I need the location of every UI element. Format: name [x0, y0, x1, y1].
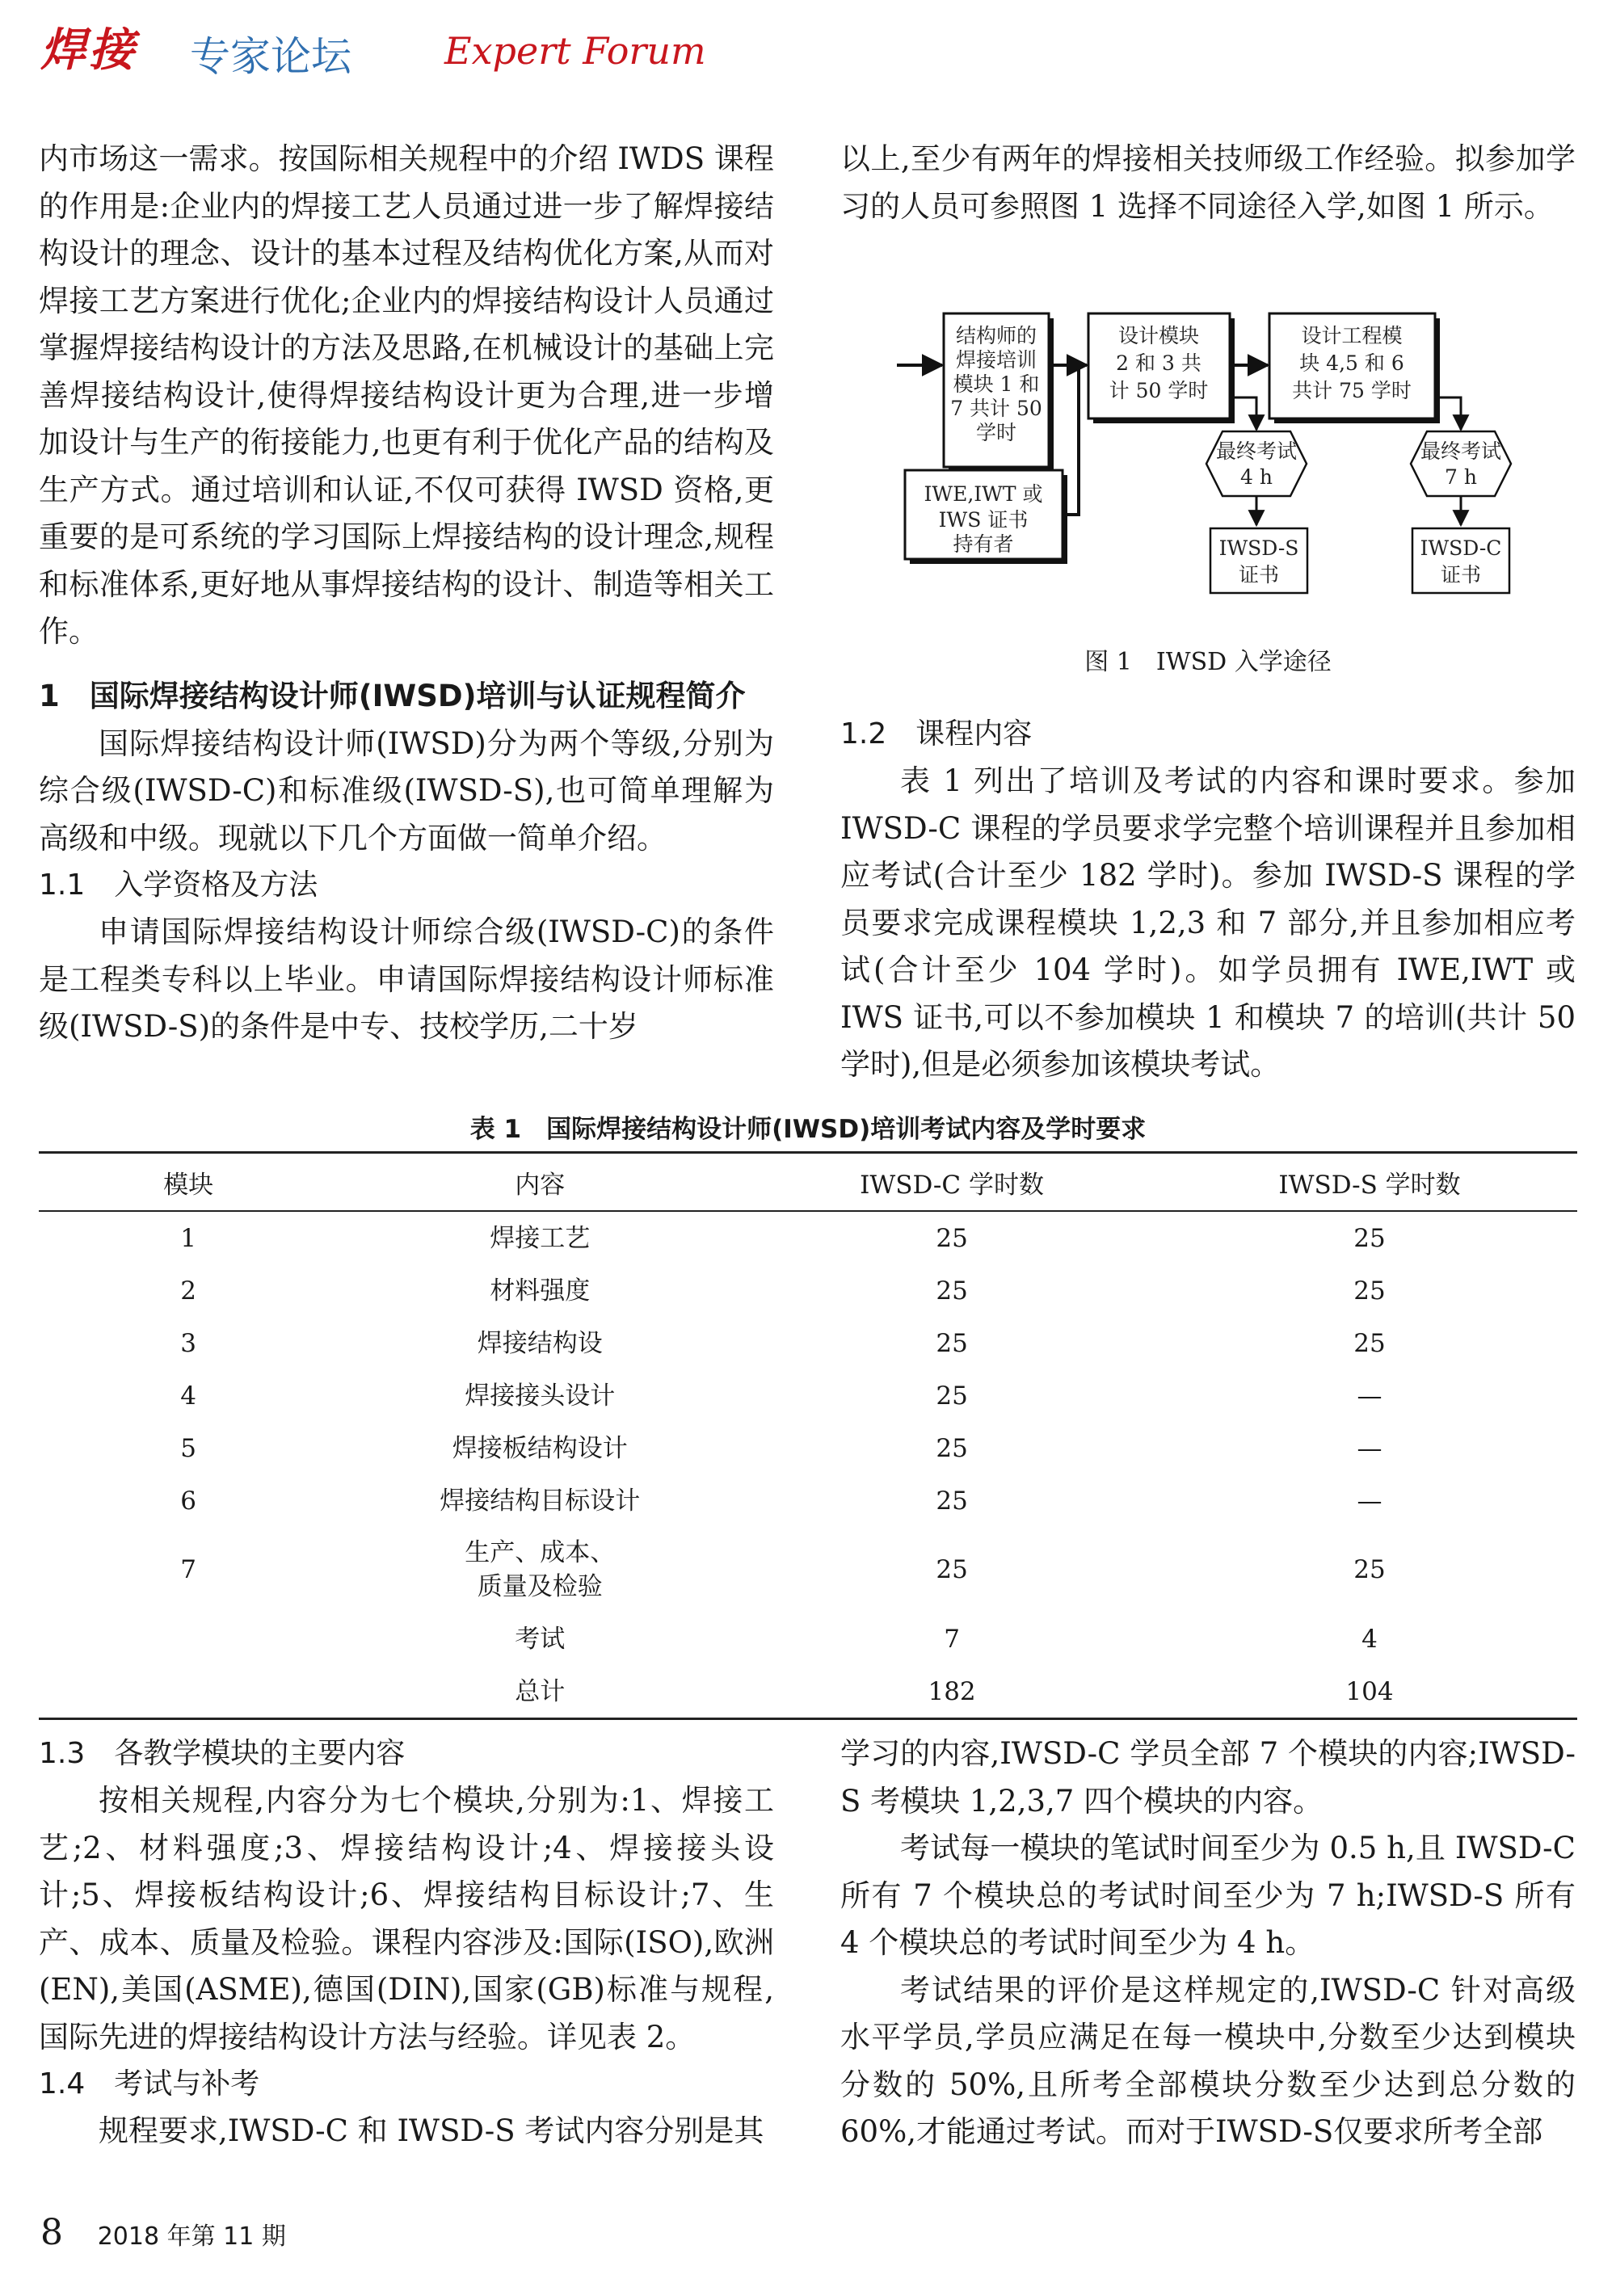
content-cell: 材料强度 [490, 1276, 591, 1306]
iwsd-c-hours-cell: 25 [936, 1328, 968, 1358]
figure-iwsd-entry-paths [897, 309, 1527, 608]
section-heading-1: 1 国际焊接结构设计师(IWSD)培训与认证规程简介 [39, 678, 746, 713]
box1-line: 结构师的 [955, 324, 1037, 347]
paragraph: 规程要求,IWSD-C 和 IWSD-S 考试内容分别是其 [99, 2113, 764, 2148]
box1-line: 学时 [975, 421, 1017, 444]
iwsd-c-hours-cell: 25 [936, 1223, 968, 1253]
left-column-top [39, 136, 774, 1051]
module-cell: 5 [180, 1433, 197, 1463]
table-row [39, 1369, 1577, 1422]
box1-line: 焊接培训 [955, 348, 1037, 372]
paragraph: 考试结果的评价是这样规定的,IWSD-C 针对高级水平学员,学员应满足在每一模块中,分数至少达到模块分数的 50%,且所考全部模块分数至少达到总分数的 60%,才能通过考试。而对于IWSD-S仅要求所考全部 [840, 1972, 1576, 2149]
exam2-line: 最终考试 [1420, 439, 1502, 463]
paragraph: 学习的内容,IWSD-C 学员全部 7 个模块的内容;IWSD-S 考模块 1,2,3,7 四个模块的内容。 [840, 1736, 1576, 1819]
journal-brand-logo: 焊接 [40, 23, 137, 77]
iwsd-c-hours-cell: 25 [936, 1433, 968, 1463]
iwsd-c-hours-cell: 25 [936, 1486, 968, 1516]
cert2-line: IWSD-C [1420, 536, 1502, 560]
section-title-cn: 专家论坛 [190, 33, 351, 80]
iwsd-s-hours-cell: 25 [1353, 1328, 1386, 1358]
table-row [39, 1474, 1577, 1527]
iwsd-s-hours-cell: 104 [1162, 1665, 1577, 1719]
table-header-row [39, 1153, 1577, 1212]
section-title-en: Expert Forum [444, 29, 706, 73]
paragraph: 内市场这一需求。按国际相关规程中的介绍 IWDS 课程的作用是:企业内的焊接工艺人员通过进一步了解焊接结构设计的理念、设计的基本过程及结构优化方案,从而对焊接工艺方案进行优化;企业内的焊接结构设计人员通过掌握焊接结构设计的方法及思路,在机械设计的基础上完善焊接结构设计,使得焊接结构设计更为合理,进一步增加设计与生产的衔接能力,也更有利于优化产品的结构及生产方式。通过培训和认证,不仅可获得 IWSD 资格,更重要的是可系统的学习国际上焊接结构的设计理念,规程和标准体系,更好地从事焊接结构的设计、制造等相关工作。 [39, 141, 774, 649]
module-cell: 3 [180, 1328, 197, 1358]
box3-line: 共计 75 学时 [1292, 379, 1412, 402]
paragraph: 表 1 列出了培训及考试的内容和课时要求。参加 IWSD-C 课程的学员要求学完整个培训课程并且参加相应考试(合计至少 182 学时)。参加 IWSD-S 课程的学员要求完成课程模块 1,2,3 和 7 部分,并且参加相应考试(合计至少 104 学时)。如学员拥有 IWE,IWT 或 IWS 证书,可以不参加模块 1 和模块 7 的培训(共计 50 学时),但是必须参加该模块考试。 [840, 763, 1576, 1082]
module-cell: 7 [180, 1555, 197, 1584]
content-cell: 焊接工艺 [490, 1223, 591, 1253]
left-column-bottom [39, 1730, 774, 2155]
iwsd-s-hours-cell: — [1357, 1381, 1382, 1411]
module-cell: 6 [180, 1486, 197, 1516]
content-cell: 焊接结构目标设计 [440, 1486, 641, 1516]
box2-line: 2 和 3 共 [1116, 351, 1201, 375]
figure-caption: 图 1 IWSD 入学途径 [1084, 648, 1332, 676]
right-column-bottom [840, 1730, 1576, 2156]
iwsd-c-hours-cell: 25 [936, 1555, 968, 1584]
paragraph: 考试每一模块的笔试时间至少为 0.5 h,且 IWSD-C 所有 7 个模块总的考试时间至少为 7 h;IWSD-S 所有 4 个模块总的考试时间至少为 4 h。 [840, 1831, 1576, 1960]
holder-line: IWS 证书 [938, 508, 1029, 532]
table-row [39, 1211, 1577, 1264]
table-row [39, 1665, 1577, 1719]
module-cell: 1 [180, 1223, 197, 1253]
table-row [39, 1527, 1577, 1613]
content-cell: 考试 [515, 1624, 566, 1654]
holder-line: IWE,IWT 或 [924, 482, 1043, 506]
page-number: 8 [40, 2212, 63, 2253]
subsection-heading-1-4: 1.4 考试与补考 [39, 2067, 260, 2100]
content-cell: 焊接接头设计 [465, 1381, 616, 1411]
box2-line: 计 50 学时 [1109, 379, 1209, 402]
module-cell [39, 1665, 338, 1719]
holder-line: 持有者 [953, 532, 1014, 556]
iwsd-s-hours-cell: 25 [1353, 1223, 1386, 1253]
iwsd-c-hours-cell: 25 [936, 1276, 968, 1306]
module-cell: 2 [180, 1276, 197, 1306]
paragraph: 国际焊接结构设计师(IWSD)分为两个等级,分别为综合级(IWSD-C)和标准级(IWSD-S),也可简单理解为高级和中级。现就以下几个方面做一简单介绍。 [39, 725, 774, 856]
iwsd-s-hours-cell: — [1357, 1486, 1382, 1516]
column-header: 内容 [338, 1153, 742, 1212]
iwsd-s-hours-cell: 25 [1353, 1555, 1386, 1584]
content-line: 生产、成本、 [465, 1538, 616, 1567]
content-cell: 焊接板结构设计 [452, 1433, 628, 1463]
page-footer [40, 2212, 286, 2253]
exam2-line: 7 h [1445, 465, 1477, 489]
box3-line: 设计工程模 [1301, 324, 1403, 347]
table-row [39, 1422, 1577, 1474]
module-cell [39, 1613, 338, 1665]
iwsd-c-hours-cell: 7 [944, 1624, 960, 1654]
iwsd-c-hours-cell: 182 [742, 1665, 1162, 1719]
box1-line: 模块 1 和 [953, 372, 1040, 396]
right-column-middle [840, 711, 1576, 1089]
subsection-heading-1-2: 1.2 课程内容 [840, 717, 1033, 751]
content-cell [338, 1527, 742, 1613]
subsection-heading-1-1: 1.1 入学资格及方法 [39, 868, 318, 902]
table-title: 表 1 国际焊接结构设计师(IWSD)培训考试内容及学时要求 [469, 1115, 1147, 1144]
cert1-line: 证书 [1238, 563, 1280, 587]
exam1-line: 4 h [1240, 465, 1273, 489]
table-row [39, 1613, 1577, 1665]
cert2-line: 证书 [1440, 563, 1482, 587]
exam1-line: 最终考试 [1215, 439, 1298, 463]
paragraph: 以上,至少有两年的焊接相关技师级工作经验。拟参加学习的人员可参照图 1 选择不同途径入学,如图 1 所示。 [840, 141, 1576, 224]
content-cell: 焊接结构设 [477, 1328, 603, 1358]
box1-line: 7 共计 50 [950, 397, 1042, 420]
content-cell: 总计 [338, 1665, 742, 1719]
iwsd-s-hours-cell: 25 [1353, 1276, 1386, 1306]
box3-line: 块 4,5 和 6 [1299, 351, 1404, 375]
subsection-heading-1-3: 1.3 各教学模块的主要内容 [39, 1737, 406, 1770]
column-header: 模块 [39, 1153, 338, 1212]
iwsd-s-hours-cell: — [1357, 1433, 1382, 1463]
issue-label: 2018 年第 11 期 [97, 2222, 286, 2251]
right-column-top [840, 136, 1576, 230]
module-cell: 4 [180, 1381, 197, 1411]
box2-line: 设计模块 [1117, 324, 1200, 347]
column-header: IWSD-S 学时数 [1162, 1153, 1577, 1212]
page-header [40, 15, 1576, 79]
column-header: IWSD-C 学时数 [742, 1153, 1162, 1212]
iwsd-s-hours-cell: 4 [1361, 1624, 1378, 1654]
paragraph: 按相关规程,内容分为七个模块,分别为:1、焊接工艺;2、材料强度;3、焊接结构设计;4、焊接接头设计;5、焊接板结构设计;6、焊接结构目标设计;7、生产、成本、质量及检验。课程内容涉及:国际(ISO),欧洲(EN),美国(ASME),德国(DIN),国家(GB)标准与规程,国际先进的焊接结构设计方法与经验。详见表 2。 [39, 1783, 774, 2054]
content-line: 质量及检验 [477, 1572, 603, 1601]
iwsd-c-hours-cell: 25 [936, 1381, 968, 1411]
table-row [39, 1317, 1577, 1369]
cert1-line: IWSD-S [1218, 536, 1299, 560]
course-hours-table [39, 1151, 1577, 1720]
paragraph: 申请国际焊接结构设计师综合级(IWSD-C)的条件是工程类专科以上毕业。申请国际焊接结构设计师标准级(IWSD-S)的条件是中专、技校学历,二十岁 [39, 915, 774, 1044]
table-row [39, 1264, 1577, 1317]
